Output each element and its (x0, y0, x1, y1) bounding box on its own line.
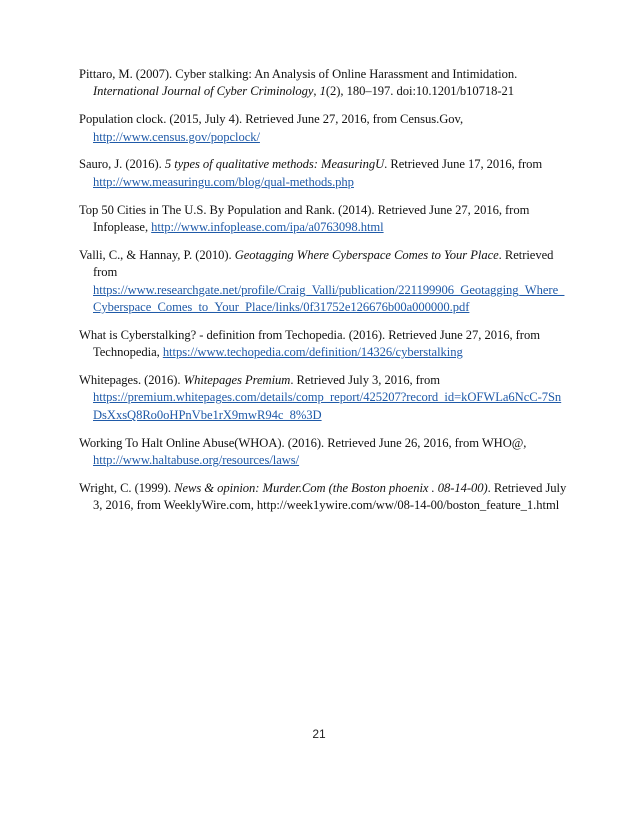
reference-title: 5 types of qualitative methods: MeasuringU (164, 157, 385, 172)
reference-population-clock (79, 111, 569, 146)
reference-author-date: Whitepages. (2016). (79, 373, 184, 388)
reference-journal: International Journal of Cyber Criminology (93, 84, 314, 99)
reference-wright (79, 480, 569, 515)
reference-text: Working To Halt Online Abuse(WHOA). (2016). Retrieved June 26, 2016, from WHO@, (79, 435, 527, 450)
reference-retrieved: . Retrieved June 17, 2016, from (384, 157, 543, 172)
reference-link[interactable]: http://www.census.gov/popclock/ (93, 129, 260, 144)
reference-text: Population clock. (2015, July 4). Retrieved June 27, 2016, from Census.Gov, (79, 112, 464, 127)
reference-valli (79, 247, 569, 317)
reference-title: Whitepages Premium (183, 373, 291, 388)
reference-techopedia (79, 327, 569, 362)
reference-whitepages (79, 372, 569, 424)
reference-top50 (79, 202, 569, 237)
reference-retrieved: . Retrieved July 3, 2016, from WeeklyWire.com, (93, 480, 567, 513)
reference-author-date: Valli, C., & Hannay, P. (2010). (79, 247, 235, 262)
reference-link[interactable]: http://www.infoplease.com/ipa/a0763098.html (151, 220, 384, 235)
reference-text: Top 50 Cities in The U.S. By Population and Rank. (2014). Retrieved June 27, 2016, from Infoplease, (79, 202, 530, 235)
reference-link[interactable]: https://www.researchgate.net/profile/Craig_Valli/publication/221199906_Geotagging_Where_Cyberspace_Comes_to_Your_Place/links/0f31752e126676b00a000000.pdf (93, 282, 565, 315)
reference-author-date: Sauro, J. (2016). (79, 157, 165, 172)
reference-details: (2), 180–197. doi:10.1201/b10718-21 (325, 84, 515, 99)
reference-link[interactable]: http://www.measuringu.com/blog/qual-methods.php (93, 174, 354, 189)
reference-url-text: http://week1ywire.com/ww/08-14-00/boston_feature_1.html (256, 498, 560, 513)
reference-title: Geotagging Where Cyberspace Comes to Your Place (234, 247, 499, 262)
reference-text: What is Cyberstalking? - definition from Techopedia. (2016). Retrieved June 27, 2016, from Technopedia, (79, 327, 540, 360)
reference-link[interactable]: https://premium.whitepages.com/details/comp_report/425207?record_id=kOFWLa6NcC-7SnDsXxsQ8Ro0oHPnVbe1rX9mwR94c_8%3D (93, 390, 562, 422)
reference-link[interactable]: https://www.techopedia.com/definition/14326/cyberstalking (162, 345, 463, 360)
reference-whoa (79, 435, 569, 470)
reference-retrieved: . Retrieved July 3, 2016, from (290, 373, 440, 388)
reference-pittaro: Pittaro, M. (2007). Cyber stalking: An Analysis of Online Harassment and Intimidation. International Journal of Cyber Criminology, 1(2), 180–197. doi:10.1201/b10718-21 (79, 67, 518, 99)
page-number: 21 (312, 727, 326, 741)
reference-volume: 1 (319, 84, 326, 99)
reference-link[interactable]: http://www.haltabuse.org/resources/laws/ (93, 453, 300, 468)
reference-list (79, 66, 569, 525)
reference-sauro (79, 156, 569, 191)
reference-author-date: Pittaro, M. (2007). Cyber stalking: An Analysis of Online Harassment and Intimidation. (79, 67, 518, 81)
reference-title: News & opinion: Murder.Com (the Boston phoenix . 08-14-00) (174, 480, 488, 495)
reference-author-date: Wright, C. (1999). (79, 480, 175, 495)
reference-retrieved: . Retrieved from (93, 247, 554, 280)
